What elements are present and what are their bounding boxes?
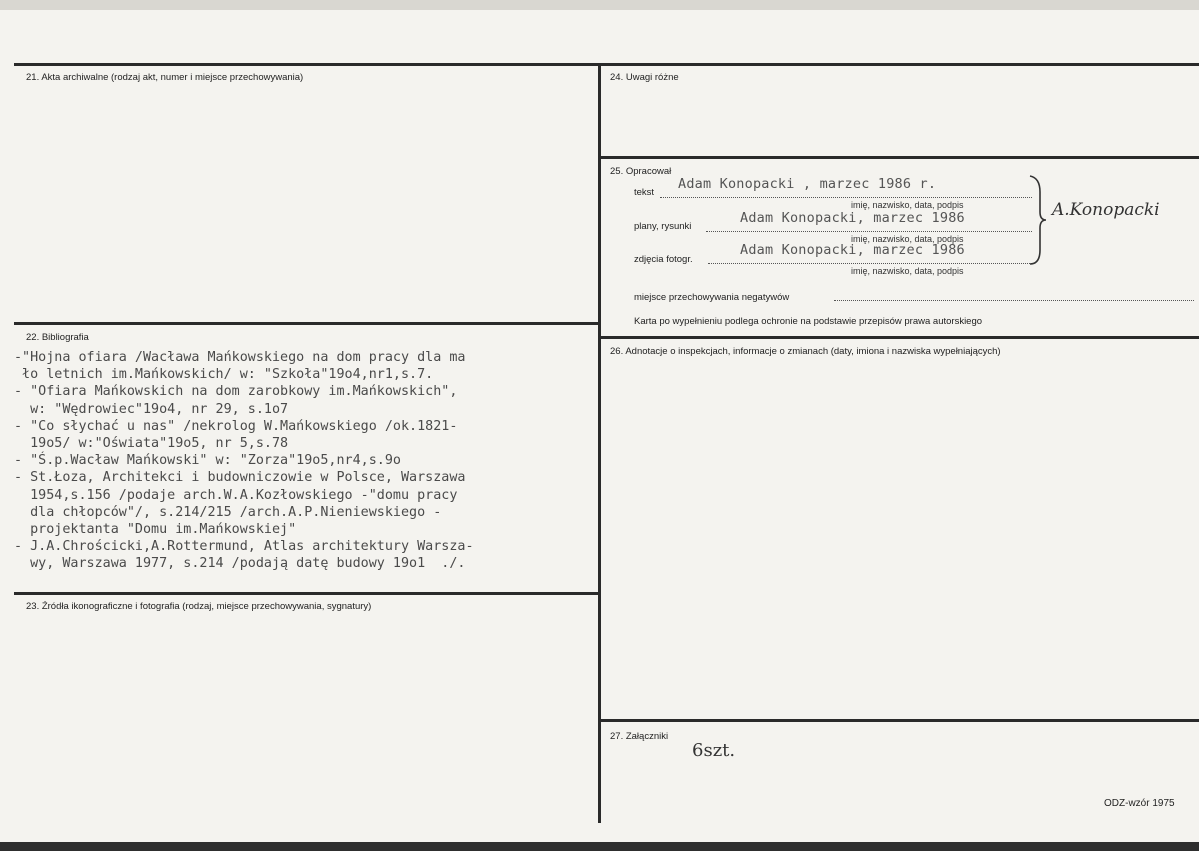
negatywy-line: [834, 300, 1194, 301]
signature: A.Konopacki: [1052, 200, 1160, 220]
zdjecia-line: [708, 263, 1032, 264]
tekst-caption: imię, nazwisko, data, podpis: [851, 200, 964, 210]
zdjecia-value: Adam Konopacki, marzec 1986: [740, 242, 965, 258]
brace-mark: [1026, 174, 1048, 266]
divider-25-26: [600, 336, 1199, 339]
section-24-label: 24. Uwagi różne: [610, 72, 679, 83]
divider-26-27: [600, 719, 1199, 722]
bibliography-line: - J.A.Chrościcki,A.Rottermund, Atlas architektury Warsza-: [14, 539, 474, 555]
tekst-value: Adam Konopacki , marzec 1986 r.: [678, 176, 937, 192]
section-22-label: 22. Bibliografia: [26, 332, 89, 343]
bibliography-line: 1954,s.156 /podaje arch.W.A.Kozłowskiego -"domu pracy: [14, 487, 458, 503]
bibliography-line: - St.Łoza, Architekci i budowniczowie w Polsce, Warszawa: [14, 470, 466, 486]
section-23-label: 23. Źródła ikonograficzne i fotografia (rodzaj, miejsce przechowywania, sygnatury): [26, 601, 372, 612]
bibliography-line: - "Ofiara Mańkowskich na dom zarobkowy im.Mańkowskich",: [14, 384, 458, 400]
section-27-label: 27. Załączniki: [610, 731, 669, 742]
section-25-label: 25. Opracował: [610, 166, 672, 177]
plany-caption: imię, nazwisko, data, podpis: [851, 234, 964, 244]
zdjecia-label: zdjęcia fotogr.: [634, 254, 693, 265]
tekst-line: [660, 197, 1032, 198]
bibliography-line: w: "Wędrowiec"19o4, nr 29, s.1o7: [14, 401, 289, 417]
divider-24-25: [600, 156, 1199, 159]
bibliography-line: ło letnich im.Mańkowskich/ w: "Szkoła"19o4,nr1,s.7.: [14, 367, 434, 383]
bibliography-line: -"Hojna ofiara /Wacława Mańkowskiego na dom pracy dla ma: [14, 350, 466, 365]
divider-21-22: [14, 322, 598, 325]
bibliography-text: [14, 349, 599, 573]
frame-top-line: [14, 63, 1199, 66]
form-footer: ODZ-wzór 1975: [1104, 798, 1175, 809]
section-21-label: 21. Akta archiwalne (rodzaj akt, numer i miejsce przechowywania): [26, 72, 304, 83]
tekst-label: tekst: [634, 187, 655, 198]
card-bottom-edge: [0, 842, 1199, 851]
bibliography-line: projektanta "Domu im.Mańkowskiej": [14, 522, 297, 538]
zdjecia-caption: imię, nazwisko, data, podpis: [851, 266, 964, 276]
negatywy-label: miejsce przechowywania negatywów: [634, 292, 790, 303]
zalaczniki-value: 6szt.: [692, 740, 736, 761]
card-top-edge: [0, 0, 1199, 10]
bibliography-line: wy, Warszawa 1977, s.214 /podają datę budowy 19o1 ./.: [14, 556, 466, 572]
section-26-label: 26. Adnotacje o inspekcjach, informacje o zmianach (daty, imiona i nazwiska wypełniających): [610, 346, 1001, 357]
bibliography-line: - "Co słychać u nas" /nekrolog W.Mańkowskiego /ok.1821-: [14, 418, 458, 434]
copyright-note: Karta po wypełnieniu podlega ochronie na podstawie przepisów prawa autorskiego: [634, 316, 983, 327]
divider-22-23: [14, 592, 598, 595]
bibliography-line: dla chłopców"/, s.214/215 /arch.A.P.Nieniewskiego -: [14, 504, 442, 520]
plany-label: plany, rysunki: [634, 221, 692, 232]
plany-value: Adam Konopacki, marzec 1986: [740, 210, 965, 226]
bibliography-line: 19o5/ w:"Oświata"19o5, nr 5,s.78: [14, 436, 289, 452]
plany-line: [706, 231, 1032, 232]
bibliography-line: - "Ś.p.Wacław Mańkowski" w: "Zorza"19o5,nr4,s.9o: [14, 453, 401, 469]
